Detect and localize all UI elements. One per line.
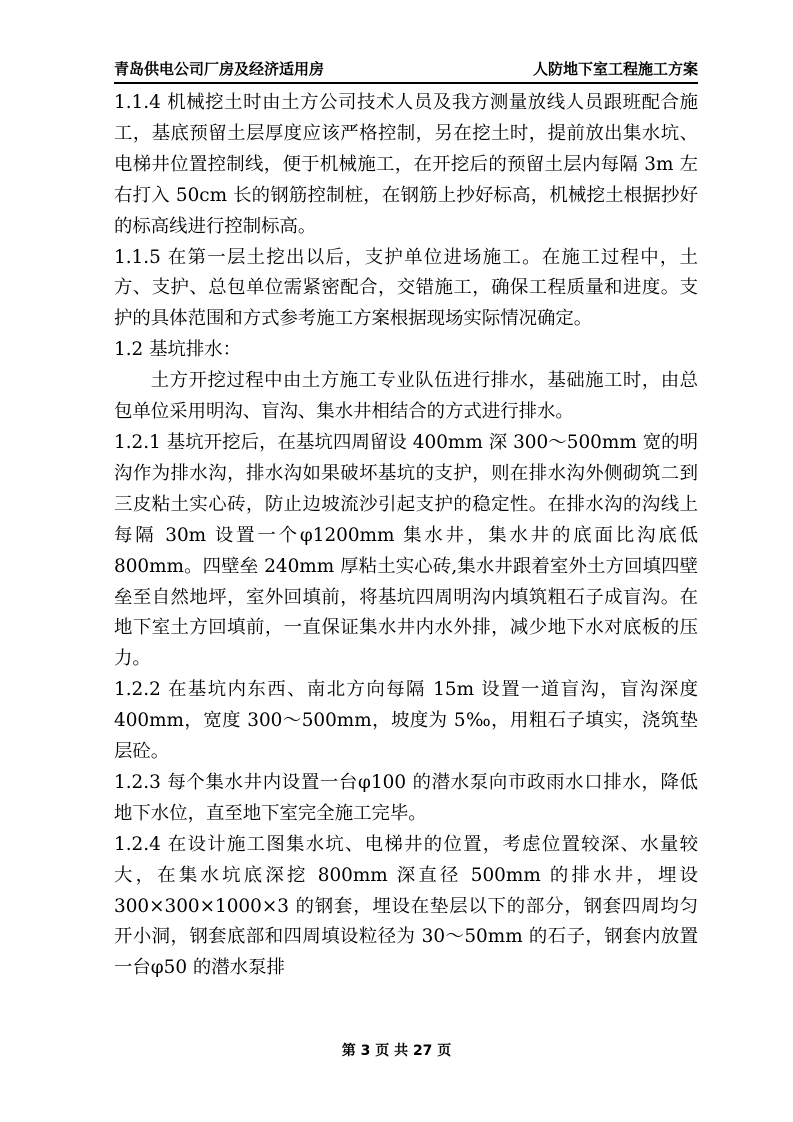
paragraph-1-2-1: 1.2.1 基坑开挖后，在基坑四周留设 400mm 深 300～500mm 宽的明沟作为排水沟，排水沟如果破坏基坑的支护，则在排水沟外侧砌筑二到三皮粘土实心砖，防止边坡流沙引起支护的稳定性。在排水沟的沟线上每隔 30m 设置一个φ1200mm 集水井，集水井的底面比沟底低 800mm。四壁垒 240mm 厚粘土实心砖,集水井跟着室外土方回填四壁垒至自然地坪，室外回填前，将基坑四周明沟内填筑粗石子成盲沟。在地下室土方回填前，一直保证集水井内水外排，减少地下水对底板的压力。 [114, 431, 698, 670]
header-right-title: 人防地下室工程施工方案 [532, 60, 698, 78]
paragraph-1-2-3: 1.2.3 每个集水井内设置一台φ100 的潜水泵向市政雨水口排水，降低地下水位，直至地下室完全施工完毕。 [114, 771, 698, 824]
header-left-title: 青岛供电公司厂房及经济适用房 [114, 60, 325, 78]
paragraph-1-2-2: 1.2.2 在基坑内东西、南北方向每隔 15m 设置一道盲沟，盲沟深度 400mm，宽度 300～500mm，坡度为 5‰，用粗石子填实，浇筑垫层砼。 [114, 679, 698, 763]
page-header [114, 56, 698, 84]
page-number: 第 3 页 共 27 页 [341, 1043, 452, 1059]
document-body [114, 88, 698, 984]
paragraph-1-1-4: 1.1.4 机械挖土时由土方公司技术人员及我方测量放线人员跟班配合施工，基底预留土层厚度应该严格控制，另在挖土时，提前放出集水坑、电梯井位置控制线，便于机械施工，在开挖后的预留土层内每隔 3m 左右打入 50cm 长的钢筋控制桩，在钢筋上抄好标高，机械挖土根据抄好的标高线进行控制标高。 [114, 92, 698, 237]
paragraph-1-2-4: 1.2.4 在设计施工图集水坑、电梯井的位置，考虑位置较深、水量较大，在集水坑底深挖 800mm 深直径 500mm 的排水井，埋设 300×300×1000×3 的钢套，埋设在垫层以下的部分，钢套四周均匀开小洞，钢套底部和四周填设粒径为 30～50mm 的石子，钢套内放置一台φ50 的潜水泵排 [114, 833, 698, 979]
paragraph-1-1-5: 1.1.5 在第一层土挖出以后，支护单位进场施工。在施工过程中，土方、支护、总包单位需紧密配合，交错施工，确保工程质量和进度。支护的具体范围和方式参考施工方案根据现场实际情况确定。 [114, 246, 698, 330]
section-heading-1-2: 1.2 基坑排水： [114, 339, 242, 361]
paragraph-drainage-intro: 土方开挖过程中由土方施工专业队伍进行排水，基础施工时，由总包单位采用明沟、盲沟、集水井相结合的方式进行排水。 [114, 370, 698, 423]
